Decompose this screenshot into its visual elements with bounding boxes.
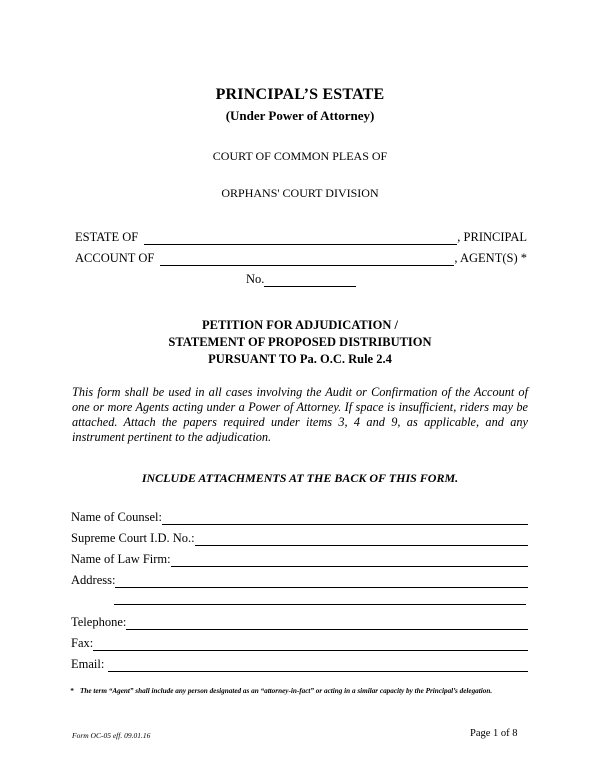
instructions-paragraph: This form shall be used in all cases involving the Audit or Confirmation of the Account of one or more Agents acting under a Power of Attorney. If space is insufficient, riders may be attached. Attach the papers required under items 3, 4 and 9, as applicable, and any instrument pertinent to the adjudication. [72,385,528,444]
number-row [246,272,356,287]
law-firm-label: Name of Law Firm: [71,552,171,566]
law-firm-row [71,552,528,567]
estate-of-label: ESTATE OF [75,230,139,244]
court-id-label: Supreme Court I.D. No.: [71,531,195,545]
telephone-label: Telephone: [71,615,127,629]
form-title: PRINCIPAL’S ESTATE [215,86,385,103]
counsel-row [71,510,528,525]
fax-row [71,636,528,651]
petition-heading [0,317,600,368]
principal-suffix: , PRINCIPAL [457,230,527,244]
petition-line-2: STATEMENT OF PROPOSED DISTRIBUTION [168,335,432,349]
court-name: COURT OF COMMON PLEAS OF [212,149,388,163]
attachments-notice: INCLUDE ATTACHMENTS AT THE BACK OF THIS FORM. [141,471,459,485]
account-of-label: ACCOUNT OF [75,251,155,265]
number-field[interactable] [264,272,356,287]
agents-suffix: , AGENT(S) * [454,251,527,265]
estate-of-field[interactable] [144,230,457,245]
court-id-field[interactable] [195,532,528,546]
address-label: Address: [71,573,116,587]
form-subtitle: (Under Power of Attorney) [225,108,375,123]
footnote-asterisk: * [70,687,74,695]
telephone-row [71,615,528,630]
form-number: Form OC-05 eff. 09.01.16 [72,731,151,740]
law-firm-field[interactable] [171,553,528,567]
fax-field[interactable] [93,637,528,651]
fax-label: Fax: [71,636,94,650]
page-number: Page 1 of 8 [470,728,518,739]
number-label: No. [246,272,265,286]
email-field[interactable] [108,658,528,672]
address-line-2[interactable] [114,603,526,605]
telephone-field[interactable] [126,616,528,630]
agent-footnote [72,686,528,696]
email-label: Email: [71,657,105,671]
account-of-row [75,251,527,266]
estate-of-row [75,230,527,245]
counsel-field[interactable] [162,511,528,525]
address-row [71,573,528,588]
court-division: ORPHANS' COURT DIVISION [221,186,379,200]
court-id-row [71,531,528,546]
account-of-field[interactable] [160,251,454,266]
counsel-label: Name of Counsel: [71,510,162,524]
email-row [71,657,528,672]
petition-line-1: PETITION FOR ADJUDICATION / [202,318,398,332]
footnote-text: The term “Agent” shall include any person designated as an “attorney-in-fact” or acting in a similar capacity by the Principal’s delegation. [80,687,493,695]
petition-line-3: PURSUANT TO Pa. O.C. Rule 2.4 [208,352,392,366]
address-field[interactable] [115,574,528,588]
